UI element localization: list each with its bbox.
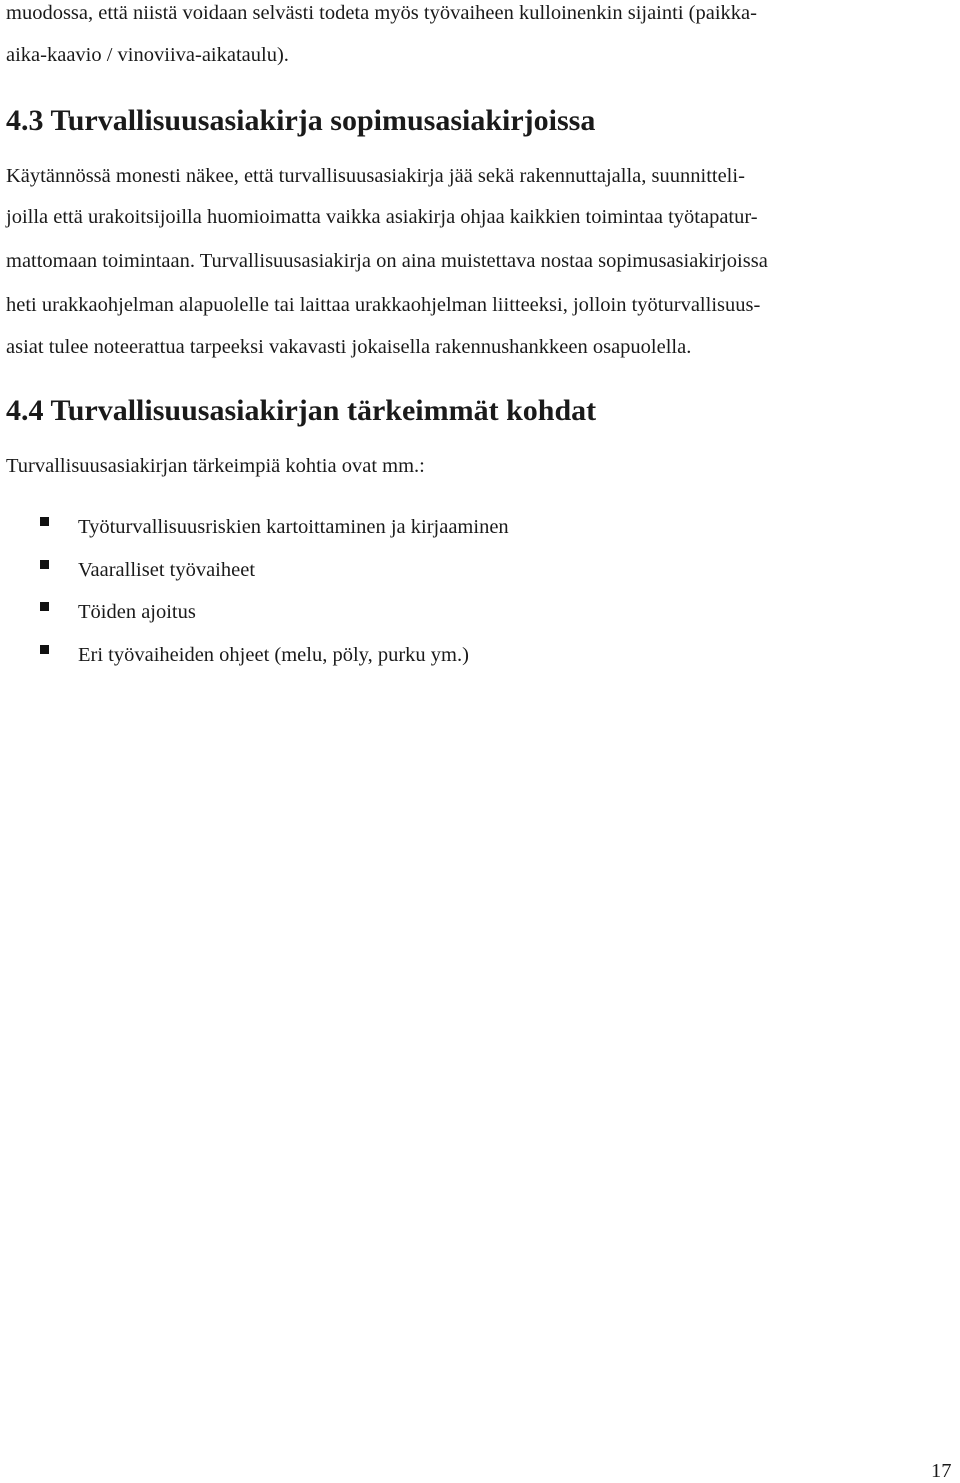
list-item-text: Työturvallisuusriskien kartoittaminen ja kirjaaminen — [78, 516, 509, 538]
list-item-text: Eri työvaiheiden ohjeet (melu, pöly, purku ym.) — [78, 644, 469, 666]
bullet-square-icon — [40, 645, 49, 654]
list-item-text: Vaaralliset työvaiheet — [78, 559, 256, 581]
intro-line-1: muodossa, että niistä voidaan selvästi todeta myös työvaiheen kulloinenkin sijainti (paikka- — [6, 2, 757, 24]
list-item-text: Töiden ajoitus — [78, 601, 196, 623]
bullet-square-icon — [40, 560, 49, 569]
paragraph-line-5: asiat tulee noteerattua tarpeeksi vakavasti jokaisella rakennushankkeen osapuolella. — [6, 336, 692, 358]
paragraph-line-3: mattomaan toimintaan. Turvallisuusasiakirja on aina muistettava nostaa sopimusasiakirjoissa — [6, 250, 768, 272]
list-intro: Turvallisuusasiakirjan tärkeimpiä kohtia ovat mm.: — [6, 455, 425, 477]
page-number: 17 — [931, 1460, 952, 1482]
section-heading-4-4: 4.4 Turvallisuusasiakirjan tärkeimmät kohdat — [6, 394, 597, 427]
bullet-square-icon — [40, 517, 49, 526]
paragraph-line-1: Käytännössä monesti näkee, että turvallisuusasiakirja jää sekä rakennuttajalla, suunnitteli- — [6, 165, 745, 187]
bullet-square-icon — [40, 602, 49, 611]
section-heading-4-3: 4.3 Turvallisuusasiakirja sopimusasiakirjoissa — [6, 104, 596, 137]
paragraph-line-2: joilla että urakoitsijoilla huomioimatta vaikka asiakirja ohjaa kaikkien toimintaa työtapatur- — [6, 206, 758, 228]
intro-line-2: aika-kaavio / vinoviiva-aikataulu). — [6, 44, 289, 66]
paragraph-line-4: heti urakkaohjelman alapuolelle tai laittaa urakkaohjelman liitteeksi, jolloin työturvallisuus- — [6, 294, 761, 316]
